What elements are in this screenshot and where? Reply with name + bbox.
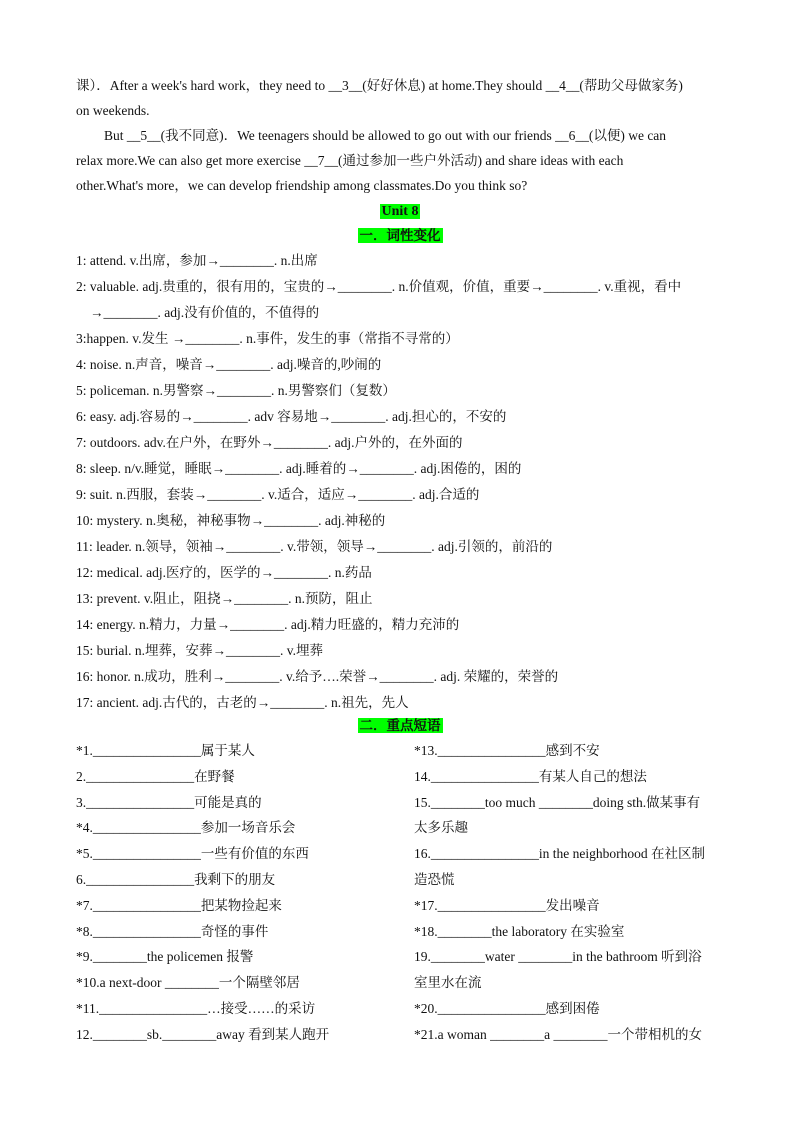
word-form-item: 9: suit. n.西服，套装→________. v.适合，适应→________. adj.合适的: [76, 487, 480, 502]
phrase-item: *20.________________感到困倦: [414, 1001, 600, 1016]
phrase-item: 12.________sb.________away 看到某人跑开: [76, 1026, 330, 1042]
phrase-item: *8.________________奇怪的事件: [76, 923, 269, 939]
phrase-item: *1.________________属于某人: [76, 743, 255, 758]
phrase-item: *5.________________一些有价值的东西: [76, 846, 309, 862]
phrase-item: *18.________the laboratory 在实验室: [414, 923, 625, 939]
phrase-item: 19.________water ________in the bathroom 听到浴: [414, 949, 702, 965]
word-form-item: 17: ancient. adj.古代的，古老的→________. n.祖先，先人: [76, 695, 409, 710]
phrase-item: *21.a woman ________a ________一个带相机的女: [414, 1026, 702, 1042]
phrase-item: 造恐慌: [414, 872, 455, 887]
phrase-item: *9.________the policemen 报警: [76, 949, 254, 965]
phrase-item: *7.________________把某物捡起来: [76, 897, 282, 913]
word-form-item: 11: leader. n.领导，领袖→________. v.带领，领导→________. adj.引领的，前沿的: [76, 539, 553, 554]
word-form-item: 14: energy. n.精力，力量→________. adj.精力旺盛的，精力充沛的: [76, 617, 460, 632]
phrase-item: *4.________________参加一场音乐会: [76, 820, 296, 836]
word-form-item: 8: sleep. n/v.睡觉，睡眠→________. adj.睡着的→________. adj.困倦的，困的: [76, 461, 522, 476]
phrase-item: 15.________too much ________doing sth.做某事有: [414, 794, 701, 810]
phrase-item: 太多乐趣: [414, 820, 468, 836]
phrase-item: *17.________________发出噪音: [414, 897, 600, 913]
word-form-item: 12: medical. adj.医疗的，医学的→________. n.药品: [76, 565, 372, 580]
passage-line-3: But __5__(我不同意)．We teenagers should be allowed to go out with our friends __6__(以便) we can: [104, 128, 667, 143]
word-form-item: 1: attend. v.出席，参加→________. n.出席: [76, 253, 318, 268]
phrase-item: 16.________________in the neighborhood 在社区制: [414, 846, 705, 862]
word-form-item: →________. adj.没有价值的，不值得的: [90, 305, 320, 320]
phrase-item: 14.________________有某人自己的想法: [414, 768, 647, 784]
phrase-item: 3.________________可能是真的: [76, 794, 262, 810]
word-form-item: 7: outdoors. adv.在户外，在野外→________. adj.户外的，在外面的: [76, 435, 463, 450]
word-form-item: 15: burial. n.埋葬，安葬→________. v.埋葬: [76, 643, 323, 658]
passage-line-4: relax more.We can also get more exercise __7__(通过参加一些户外活动) and share ideas with each: [76, 153, 624, 168]
phrase-item: 6.________________我剩下的朋友: [76, 872, 276, 887]
phrase-item: 室里水在流: [414, 975, 482, 991]
section1-heading-row: [0, 227, 800, 245]
section2-heading: 二．重点短语: [359, 718, 441, 733]
word-form-item: 10: mystery. n.奥秘，神秘事物→________. adj.神秘的: [76, 513, 386, 528]
phrase-item: *13.________________感到不安: [414, 743, 600, 758]
section1-heading: 一．词性变化: [359, 228, 441, 243]
phrase-item: *11.________________…接受……的采访: [76, 1001, 316, 1016]
phrase-item: *10.a next-door ________一个隔壁邻居: [76, 975, 300, 991]
passage-line-2: on weekends.: [76, 103, 150, 118]
word-form-item: 13: prevent. v.阻止，阻挠→________. n.预防，阻止: [76, 591, 373, 606]
word-form-item: 2: valuable. adj.贵重的，很有用的，宝贵的→________. n.价值观，价值，重要→________. v.重视，看中: [76, 279, 682, 294]
unit-title-row: [0, 202, 800, 221]
phrase-item: 2.________________在野餐: [76, 768, 235, 784]
section2-heading-row: [0, 717, 800, 735]
word-form-item: 6: easy. adj.容易的→________. adv 容易地→________. adj.担心的，不安的: [76, 409, 507, 424]
word-form-item: 3:happen. v.发生 →________. n.事件，发生的事（常指不寻常的）: [76, 331, 459, 346]
unit-title: Unit 8: [381, 204, 419, 219]
passage-line-5: other.What's more，we can develop friendship among classmates.Do you think so?: [76, 178, 528, 193]
word-form-item: 5: policeman. n.男警察→________. n.男警察们（复数）: [76, 383, 396, 398]
word-form-item: 16: honor. n.成功，胜利→________. v.给予….荣誉→________. adj. 荣耀的，荣誉的: [76, 669, 559, 684]
passage-line-1: 课）．After a week's hard work，they need to __3__(好好休息) at home.They should __4__(帮助父母做家务): [76, 78, 683, 93]
word-form-item: 4: noise. n.声音，噪音→________. adj.噪音的,吵闹的: [76, 357, 382, 372]
